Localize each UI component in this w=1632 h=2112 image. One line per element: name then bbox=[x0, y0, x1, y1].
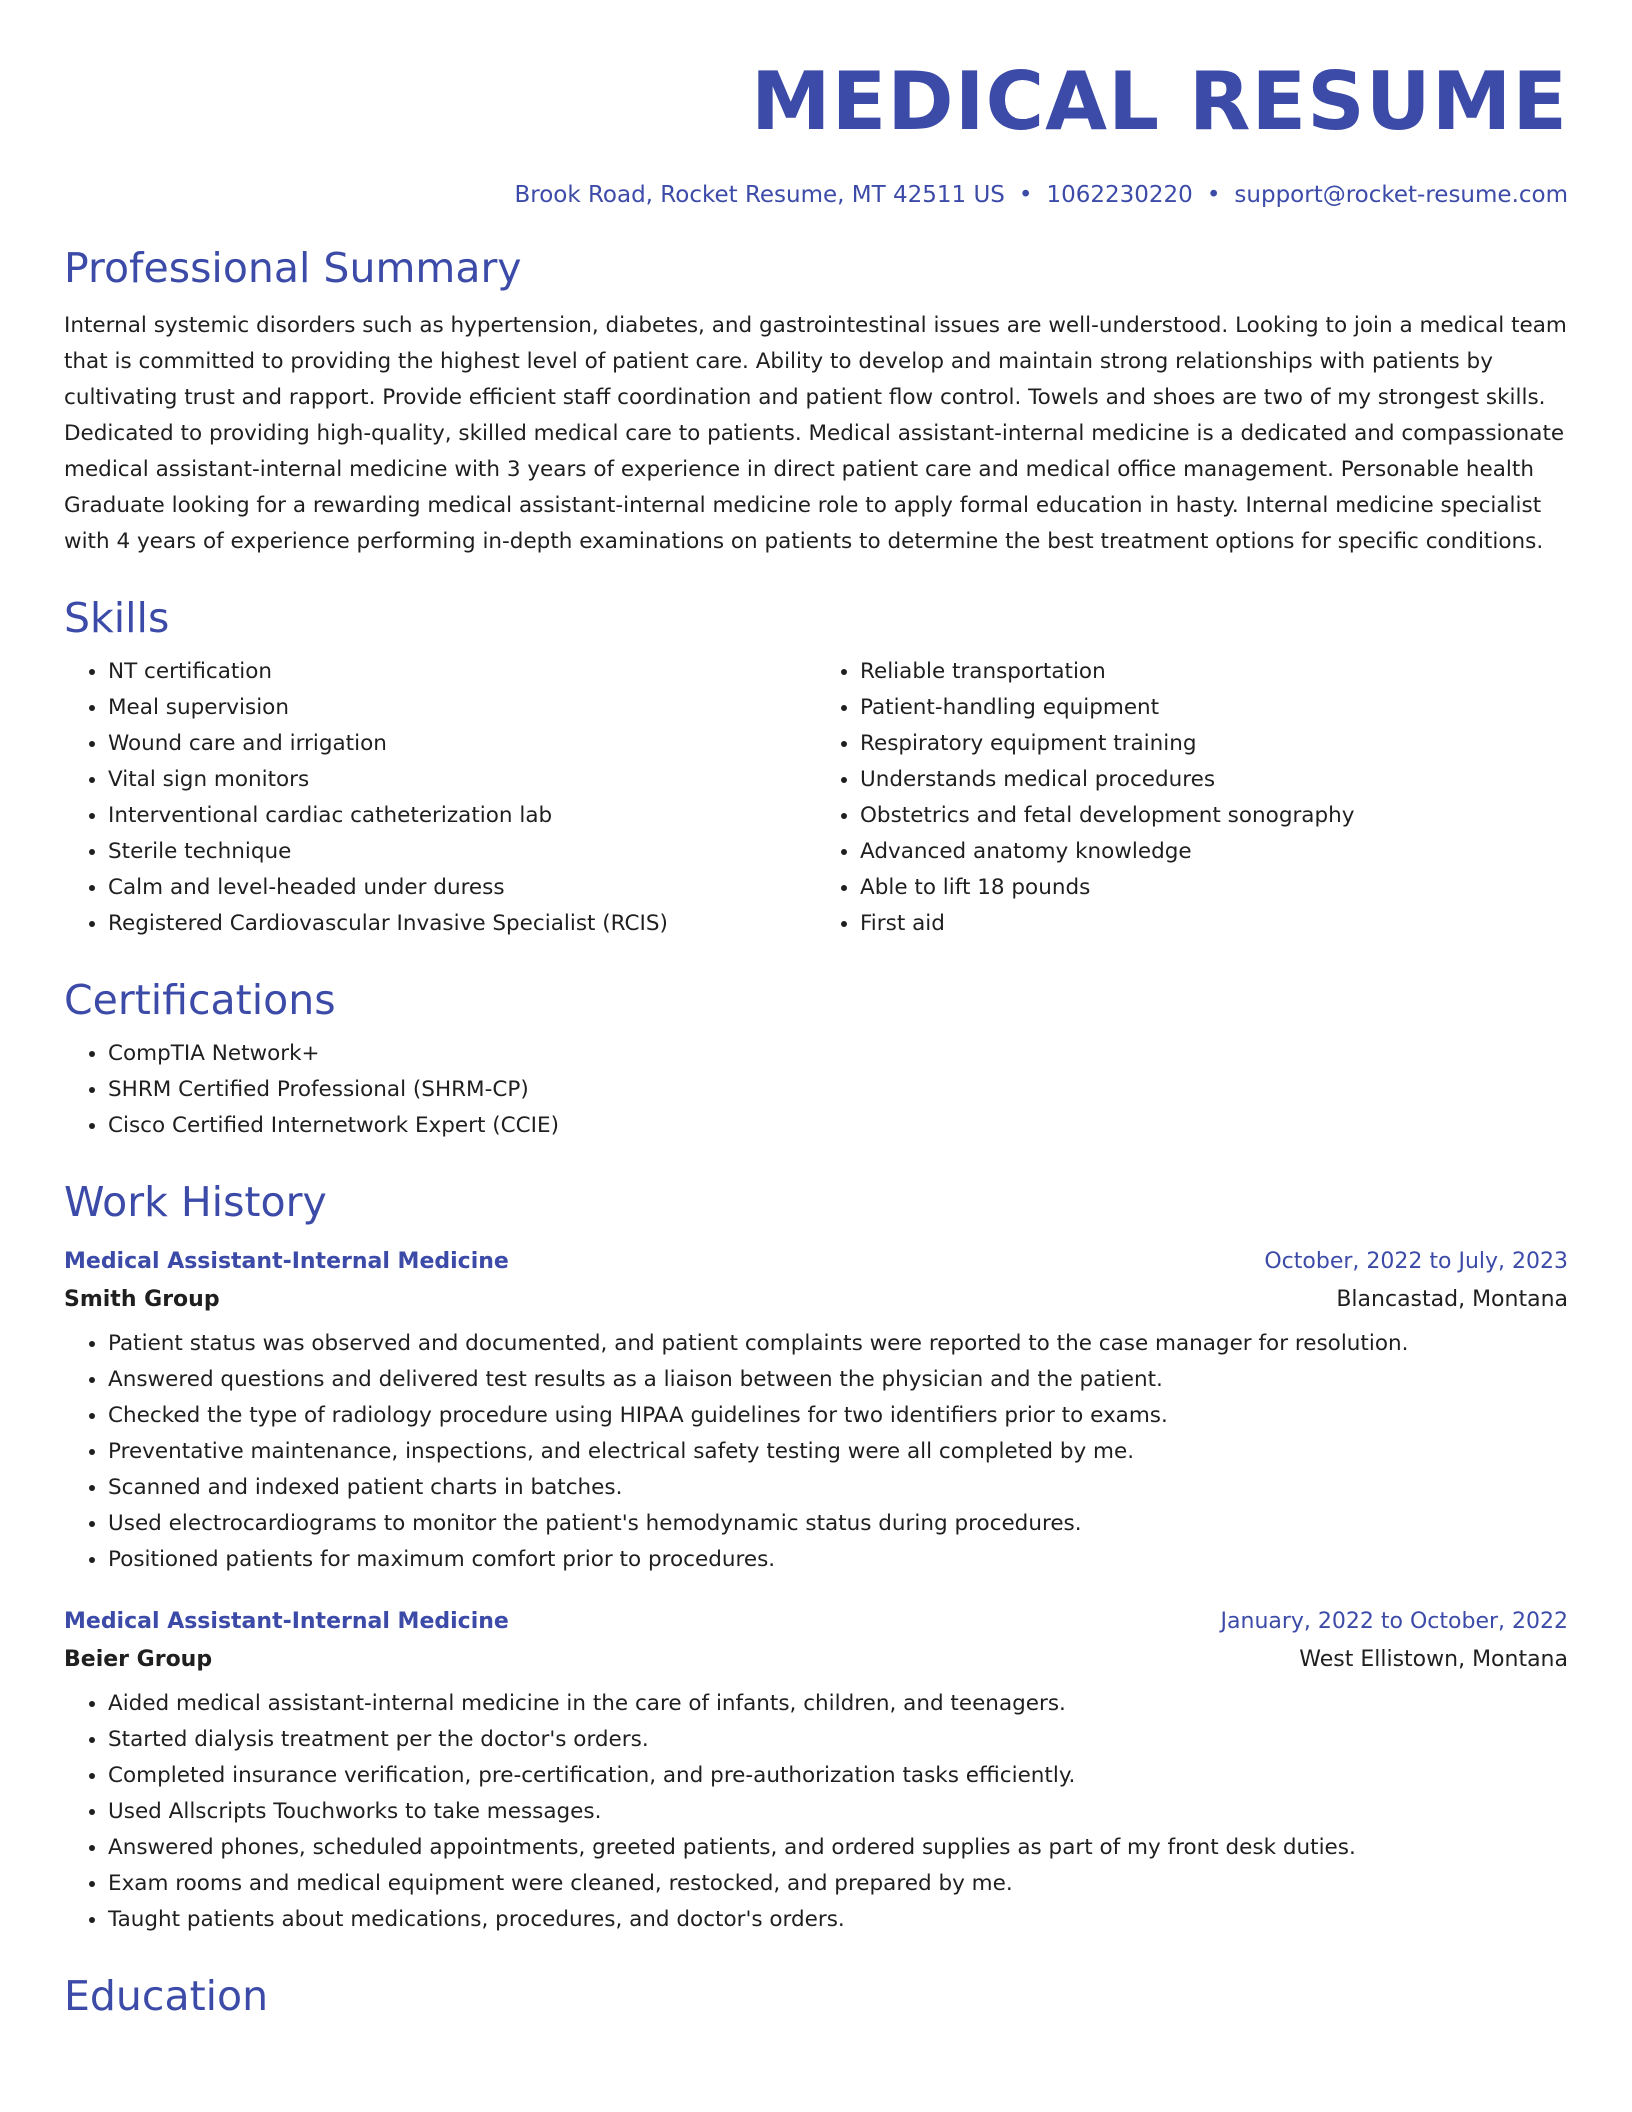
job-title-row bbox=[64, 1604, 1568, 1640]
skills-list-right bbox=[816, 654, 1568, 942]
skill-item: • Reliable transportation bbox=[860, 654, 1568, 690]
contact-address: Brook Road, Rocket Resume, MT 42511 US bbox=[514, 182, 1005, 208]
contact-email: support@rocket-resume.com bbox=[1234, 182, 1568, 208]
skills-section bbox=[64, 590, 1568, 942]
job-duty: • Answered questions and delivered test results as a liaison between the physician and the patient. bbox=[108, 1362, 1568, 1398]
skills-list-left bbox=[64, 654, 816, 942]
skill-item: • Calm and level-headed under duress bbox=[108, 870, 816, 906]
resume-header bbox=[64, 0, 1568, 210]
job-dates: October, 2022 to July, 2023 bbox=[1264, 1249, 1568, 1274]
job-duty: • Taught patients about medications, procedures, and doctor's orders. bbox=[108, 1902, 1568, 1938]
skill-item: • Respiratory equipment training bbox=[860, 726, 1568, 762]
skill-item: • Vital sign monitors bbox=[108, 762, 816, 798]
skill-item: • Obstetrics and fetal development sonography bbox=[860, 798, 1568, 834]
skills-columns bbox=[64, 646, 1568, 942]
job-entry bbox=[64, 1244, 1568, 1578]
skill-item: • Patient-handling equipment bbox=[860, 690, 1568, 726]
summary-text: Internal systemic disorders such as hypertension, diabetes, and gastrointestinal issues are well-understood. Looking to join a medical team that is committed to providing the highest level of patient care. Ability to develop and maintain strong relationships with patients by cultivating trust and rapport. Provide efficient staff coordination and patient flow control. Towels and shoes are two of my strongest skills. Dedicated to providing high-quality, skilled medical care to patients. Medical assistant-internal medicine is a dedicated and compassionate medical assistant-internal medicine with 3 years of experience in direct patient care and medical office management. Personable health Graduate looking for a rewarding medical assistant-internal medicine role to apply formal education in hasty. Internal medicine specialist with 4 years of experience performing in-depth examinations on patients to determine the best treatment options for specific conditions. bbox=[64, 313, 1567, 554]
summary-heading: Professional Summary bbox=[64, 244, 522, 292]
certification-item: • SHRM Certified Professional (SHRM-CP) bbox=[108, 1072, 1568, 1108]
job-title: Medical Assistant-Internal Medicine bbox=[64, 1609, 509, 1634]
certification-item: • Cisco Certified Internetwork Expert (CCIE) bbox=[108, 1108, 1568, 1144]
job-duty: • Exam rooms and medical equipment were cleaned, restocked, and prepared by me. bbox=[108, 1866, 1568, 1902]
work-history-section bbox=[64, 1174, 1568, 1938]
job-duty: • Patient status was observed and documented, and patient complaints were reported to the case manager for resolution. bbox=[108, 1326, 1568, 1362]
job-duty: • Used Allscripts Touchworks to take messages. bbox=[108, 1794, 1568, 1830]
job-duty: • Checked the type of radiology procedure using HIPAA guidelines for two identifiers prior to exams. bbox=[108, 1398, 1568, 1434]
certifications-heading: Certifications bbox=[64, 976, 336, 1024]
contact-phone: 1062230220 bbox=[1046, 182, 1193, 208]
skill-item: • Interventional cardiac catheterization lab bbox=[108, 798, 816, 834]
job-title-row bbox=[64, 1244, 1568, 1280]
job-duties-list bbox=[64, 1686, 1568, 1938]
education-heading: Education bbox=[64, 1972, 269, 2020]
contact-line bbox=[64, 180, 1568, 210]
skill-item: • Advanced anatomy knowledge bbox=[860, 834, 1568, 870]
certifications-section bbox=[64, 972, 1568, 1144]
job-duty: • Started dialysis treatment per the doctor's orders. bbox=[108, 1722, 1568, 1758]
summary-section bbox=[64, 240, 1568, 560]
job-company-row bbox=[64, 1640, 1568, 1680]
skills-heading: Skills bbox=[64, 594, 170, 642]
contact-separator: • bbox=[1018, 182, 1033, 208]
job-dates: January, 2022 to October, 2022 bbox=[1220, 1609, 1568, 1634]
skill-item: • Meal supervision bbox=[108, 690, 816, 726]
skill-item: • Wound care and irrigation bbox=[108, 726, 816, 762]
job-duty: • Positioned patients for maximum comfort prior to procedures. bbox=[108, 1542, 1568, 1578]
job-company-row bbox=[64, 1280, 1568, 1320]
job-duty: • Scanned and indexed patient charts in batches. bbox=[108, 1470, 1568, 1506]
skill-item: • First aid bbox=[860, 906, 1568, 942]
skill-item: • Able to lift 18 pounds bbox=[860, 870, 1568, 906]
job-entry bbox=[64, 1604, 1568, 1938]
skill-item: • Sterile technique bbox=[108, 834, 816, 870]
education-section bbox=[64, 1968, 1568, 2024]
job-duty: • Preventative maintenance, inspections, and electrical safety testing were all completed by me. bbox=[108, 1434, 1568, 1470]
job-location: West Ellistown, Montana bbox=[1299, 1647, 1568, 1672]
job-duty: • Used electrocardiograms to monitor the patient's hemodynamic status during procedures. bbox=[108, 1506, 1568, 1542]
resume-title: MEDICAL RESUME bbox=[751, 55, 1568, 148]
job-title: Medical Assistant-Internal Medicine bbox=[64, 1249, 509, 1274]
job-company: Smith Group bbox=[64, 1287, 220, 1312]
skill-item: • Understands medical procedures bbox=[860, 762, 1568, 798]
job-duties-list bbox=[64, 1326, 1568, 1578]
job-location: Blancastad, Montana bbox=[1336, 1287, 1568, 1312]
work-history-heading: Work History bbox=[64, 1178, 327, 1226]
certification-item: • CompTIA Network+ bbox=[108, 1036, 1568, 1072]
certifications-list bbox=[64, 1036, 1568, 1144]
job-duty: • Answered phones, scheduled appointments, greeted patients, and ordered supplies as part of my front desk duties. bbox=[108, 1830, 1568, 1866]
skill-item: • NT certification bbox=[108, 654, 816, 690]
job-duty: • Aided medical assistant-internal medicine in the care of infants, children, and teenagers. bbox=[108, 1686, 1568, 1722]
job-duty: • Completed insurance verification, pre-certification, and pre-authorization tasks efficiently. bbox=[108, 1758, 1568, 1794]
skill-item: • Registered Cardiovascular Invasive Specialist (RCIS) bbox=[108, 906, 816, 942]
job-company: Beier Group bbox=[64, 1647, 213, 1672]
contact-separator: • bbox=[1206, 182, 1221, 208]
